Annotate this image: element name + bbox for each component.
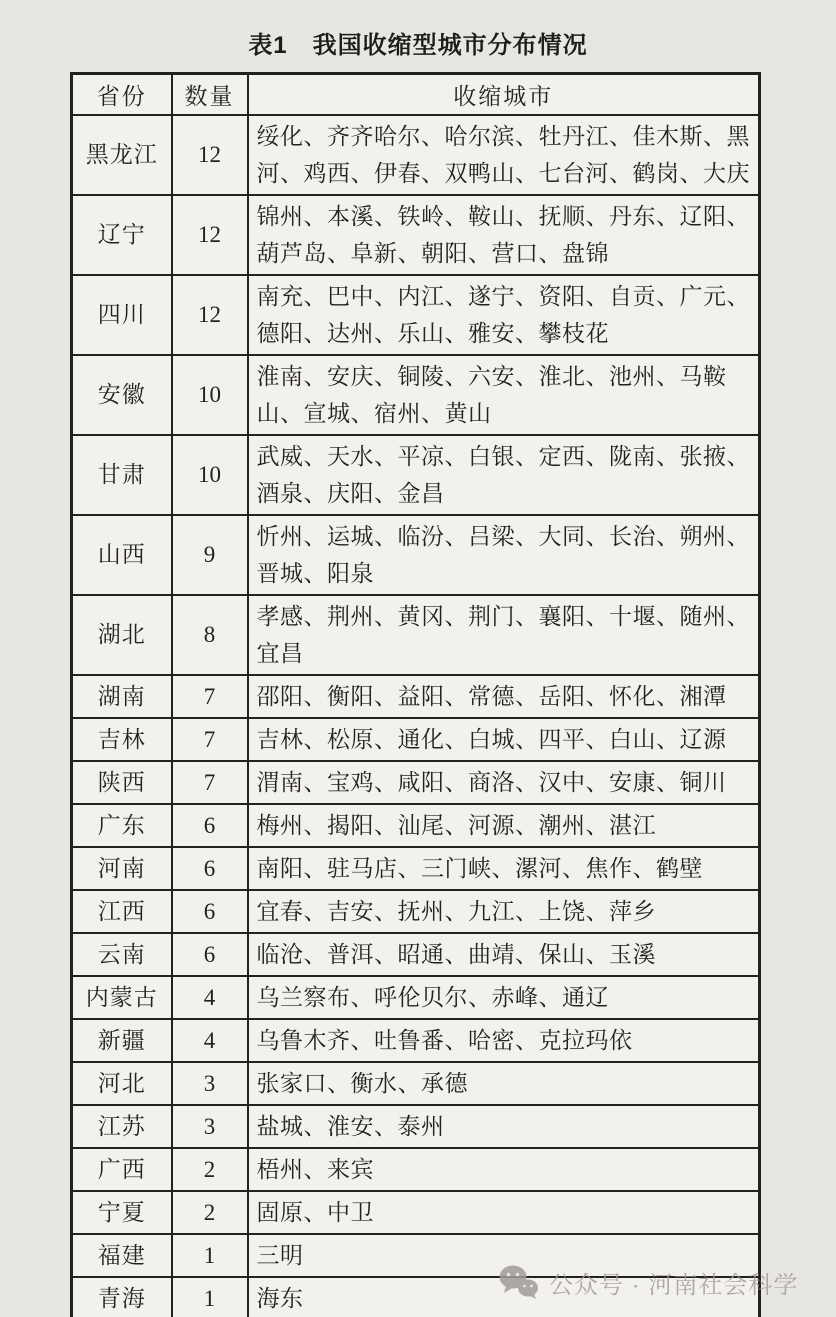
- column-header-province: 省份: [72, 74, 172, 115]
- cell-province: 陕西: [72, 761, 172, 804]
- cell-province: 甘肃: [72, 435, 172, 515]
- table-row: [72, 1105, 760, 1148]
- cell-province: 河南: [72, 847, 172, 890]
- watermark-text: 公众号 · 河南社会科学: [549, 1271, 799, 1299]
- cell-province: 吉林: [72, 718, 172, 761]
- cell-province: 青海: [72, 1277, 172, 1317]
- cell-count: 12: [172, 275, 248, 355]
- cell-count: 4: [172, 1019, 248, 1062]
- cell-cities: 南充、巴中、内江、遂宁、资阳、自贡、广元、德阳、达州、乐山、雅安、攀枝花: [248, 275, 760, 355]
- cell-cities: 渭南、宝鸡、咸阳、商洛、汉中、安康、铜川: [248, 761, 760, 804]
- cell-count: 7: [172, 675, 248, 718]
- table-row: [72, 355, 760, 435]
- cell-province: 云南: [72, 933, 172, 976]
- cell-cities: 绥化、齐齐哈尔、哈尔滨、牡丹江、佳木斯、黑河、鸡西、伊春、双鸭山、七台河、鹤岗、大庆: [248, 115, 760, 195]
- cell-count: 6: [172, 804, 248, 847]
- cell-province: 广西: [72, 1148, 172, 1191]
- cell-province: 山西: [72, 515, 172, 595]
- cell-count: 6: [172, 890, 248, 933]
- cell-cities: 临沧、普洱、昭通、曲靖、保山、玉溪: [248, 933, 760, 976]
- table-row: [72, 976, 760, 1019]
- cell-cities: 锦州、本溪、铁岭、鞍山、抚顺、丹东、辽阳、葫芦岛、阜新、朝阳、营口、盘锦: [248, 195, 760, 275]
- cell-count: 8: [172, 595, 248, 675]
- cell-cities: 孝感、荆州、黄冈、荆门、襄阳、十堰、随州、宜昌: [248, 595, 760, 675]
- cell-count: 9: [172, 515, 248, 595]
- cell-count: 12: [172, 195, 248, 275]
- cell-count: 10: [172, 355, 248, 435]
- cell-province: 辽宁: [72, 195, 172, 275]
- cell-province: 湖南: [72, 675, 172, 718]
- table-row: [72, 515, 760, 595]
- cell-count: 3: [172, 1062, 248, 1105]
- cell-cities: 三明: [248, 1234, 760, 1277]
- cell-count: 6: [172, 847, 248, 890]
- cell-cities: 南阳、驻马店、三门峡、漯河、焦作、鹤壁: [248, 847, 760, 890]
- cell-count: 12: [172, 115, 248, 195]
- cell-province: 河北: [72, 1062, 172, 1105]
- cell-province: 新疆: [72, 1019, 172, 1062]
- cell-province: 江西: [72, 890, 172, 933]
- cell-count: 3: [172, 1105, 248, 1148]
- cell-cities: 海东: [248, 1277, 760, 1317]
- table-row: [72, 718, 760, 761]
- table-row: [72, 761, 760, 804]
- cell-count: 2: [172, 1148, 248, 1191]
- cell-cities: 邵阳、衡阳、益阳、常德、岳阳、怀化、湘潭: [248, 675, 760, 718]
- table-row: [72, 1019, 760, 1062]
- cell-count: 4: [172, 976, 248, 1019]
- cell-province: 安徽: [72, 355, 172, 435]
- cell-cities: 张家口、衡水、承德: [248, 1062, 760, 1105]
- table-row: [72, 804, 760, 847]
- table-row: [72, 1191, 760, 1234]
- table-row: [72, 933, 760, 976]
- cell-cities: 淮南、安庆、铜陵、六安、淮北、池州、马鞍山、宣城、宿州、黄山: [248, 355, 760, 435]
- cell-cities: 吉林、松原、通化、白城、四平、白山、辽源: [248, 718, 760, 761]
- cell-province: 湖北: [72, 595, 172, 675]
- cell-cities: 乌兰察布、呼伦贝尔、赤峰、通辽: [248, 976, 760, 1019]
- table-row: [72, 1062, 760, 1105]
- table-row: [72, 890, 760, 933]
- cell-count: 7: [172, 761, 248, 804]
- shrinking-cities-table: [70, 72, 761, 1317]
- cell-count: 1: [172, 1277, 248, 1317]
- page-title: 表1 我国收缩型城市分布情况: [248, 32, 588, 59]
- table-row: [72, 115, 760, 195]
- wechat-icon: [498, 1264, 540, 1300]
- cell-province: 江苏: [72, 1105, 172, 1148]
- table-row: [72, 847, 760, 890]
- table-row: [72, 675, 760, 718]
- cell-count: 7: [172, 718, 248, 761]
- column-header-count: 数量: [172, 74, 248, 115]
- watermark: [498, 1264, 798, 1300]
- cell-province: 四川: [72, 275, 172, 355]
- table-row: [72, 1148, 760, 1191]
- table-header-row: [72, 74, 760, 115]
- table-row: [72, 275, 760, 355]
- cell-cities: 梧州、来宾: [248, 1148, 760, 1191]
- cell-count: 6: [172, 933, 248, 976]
- table-row: [72, 595, 760, 675]
- cell-count: 10: [172, 435, 248, 515]
- cell-cities: 乌鲁木齐、吐鲁番、哈密、克拉玛依: [248, 1019, 760, 1062]
- table-row: [72, 435, 760, 515]
- cell-cities: 宜春、吉安、抚州、九江、上饶、萍乡: [248, 890, 760, 933]
- cell-province: 内蒙古: [72, 976, 172, 1019]
- cell-province: 广东: [72, 804, 172, 847]
- shrinking-cities-table-container: [70, 72, 758, 1317]
- cell-count: 2: [172, 1191, 248, 1234]
- cell-province: 黑龙江: [72, 115, 172, 195]
- column-header-cities: 收缩城市: [248, 74, 760, 115]
- cell-cities: 盐城、淮安、泰州: [248, 1105, 760, 1148]
- cell-province: 宁夏: [72, 1191, 172, 1234]
- cell-cities: 武威、天水、平凉、白银、定西、陇南、张掖、酒泉、庆阳、金昌: [248, 435, 760, 515]
- cell-cities: 梅州、揭阳、汕尾、河源、潮州、湛江: [248, 804, 760, 847]
- cell-province: 福建: [72, 1234, 172, 1277]
- table-row: [72, 195, 760, 275]
- table-body: [72, 115, 760, 1317]
- cell-count: 1: [172, 1234, 248, 1277]
- cell-cities: 忻州、运城、临汾、吕梁、大同、长治、朔州、晋城、阳泉: [248, 515, 760, 595]
- cell-cities: 固原、中卫: [248, 1191, 760, 1234]
